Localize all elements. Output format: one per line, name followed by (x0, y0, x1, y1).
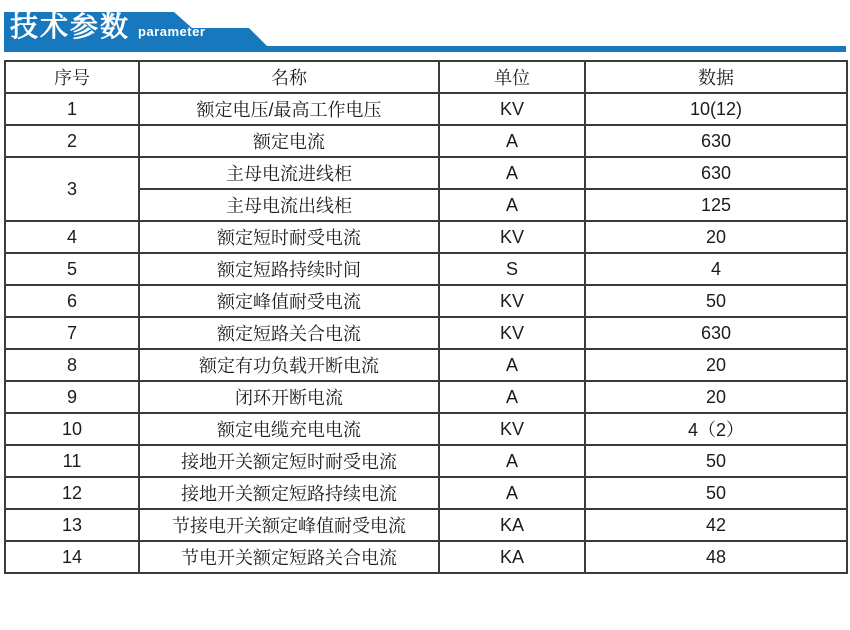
row-number-cell: 5 (5, 253, 139, 285)
unit-cell: A (439, 189, 585, 221)
table-row (5, 285, 847, 317)
unit-cell: KA (439, 509, 585, 541)
row-number-cell: 4 (5, 221, 139, 253)
column-header-no: 序号 (5, 61, 139, 93)
value-cell: 4（2） (585, 413, 847, 445)
parameters-table (4, 60, 848, 574)
value-cell: 630 (585, 157, 847, 189)
table-row (5, 413, 847, 445)
param-name-cell: 额定电压/最高工作电压 (139, 93, 439, 125)
section-header-text (10, 12, 205, 43)
unit-cell: KV (439, 317, 585, 349)
row-number-cell: 11 (5, 445, 139, 477)
table-row (5, 317, 847, 349)
table-row (5, 445, 847, 477)
row-number-cell: 8 (5, 349, 139, 381)
param-name-cell: 额定短路持续时间 (139, 253, 439, 285)
unit-cell: KV (439, 93, 585, 125)
row-number-cell: 6 (5, 285, 139, 317)
row-number-cell: 2 (5, 125, 139, 157)
param-name-cell: 额定峰值耐受电流 (139, 285, 439, 317)
table-row (5, 221, 847, 253)
unit-cell: A (439, 445, 585, 477)
row-number-cell: 14 (5, 541, 139, 573)
param-name-cell: 额定电流 (139, 125, 439, 157)
table-row (5, 125, 847, 157)
row-number-cell: 7 (5, 317, 139, 349)
unit-cell: KV (439, 413, 585, 445)
row-number-cell: 12 (5, 477, 139, 509)
table-row (5, 509, 847, 541)
value-cell: 50 (585, 477, 847, 509)
row-number-cell: 10 (5, 413, 139, 445)
param-name-cell: 额定短时耐受电流 (139, 221, 439, 253)
value-cell: 4 (585, 253, 847, 285)
section-subtitle: parameter (138, 24, 206, 39)
param-name-cell: 接地开关额定短路持续电流 (139, 477, 439, 509)
param-name-cell: 节接电开关额定峰值耐受电流 (139, 509, 439, 541)
value-cell: 50 (585, 285, 847, 317)
unit-cell: KA (439, 541, 585, 573)
unit-cell: S (439, 253, 585, 285)
row-number-cell: 3 (5, 157, 139, 221)
value-cell: 10(12) (585, 93, 847, 125)
section-title: 技术参数 (10, 11, 131, 42)
unit-cell: KV (439, 221, 585, 253)
table-header-row (5, 61, 847, 93)
table-row (5, 253, 847, 285)
unit-cell: A (439, 381, 585, 413)
param-name-cell: 闭环开断电流 (139, 381, 439, 413)
table-row (5, 157, 847, 189)
unit-cell: A (439, 477, 585, 509)
param-name-cell: 主母电流进线柜 (139, 157, 439, 189)
value-cell: 630 (585, 317, 847, 349)
table-row (5, 349, 847, 381)
value-cell: 630 (585, 125, 847, 157)
unit-cell: A (439, 157, 585, 189)
param-name-cell: 额定短路关合电流 (139, 317, 439, 349)
unit-cell: KV (439, 285, 585, 317)
param-name-cell: 额定电缆充电电流 (139, 413, 439, 445)
value-cell: 20 (585, 221, 847, 253)
table-row (5, 477, 847, 509)
table-row (5, 93, 847, 125)
table-row (5, 541, 847, 573)
table-row (5, 381, 847, 413)
column-header-name: 名称 (139, 61, 439, 93)
value-cell: 48 (585, 541, 847, 573)
row-number-cell: 9 (5, 381, 139, 413)
param-name-cell: 接地开关额定短时耐受电流 (139, 445, 439, 477)
value-cell: 42 (585, 509, 847, 541)
value-cell: 125 (585, 189, 847, 221)
param-name-cell: 主母电流出线柜 (139, 189, 439, 221)
value-cell: 50 (585, 445, 847, 477)
column-header-value: 数据 (585, 61, 847, 93)
row-number-cell: 1 (5, 93, 139, 125)
param-name-cell: 额定有功负载开断电流 (139, 349, 439, 381)
column-header-unit: 单位 (439, 61, 585, 93)
param-name-cell: 节电开关额定短路关合电流 (139, 541, 439, 573)
row-number-cell: 13 (5, 509, 139, 541)
unit-cell: A (439, 125, 585, 157)
unit-cell: A (439, 349, 585, 381)
value-cell: 20 (585, 349, 847, 381)
value-cell: 20 (585, 381, 847, 413)
